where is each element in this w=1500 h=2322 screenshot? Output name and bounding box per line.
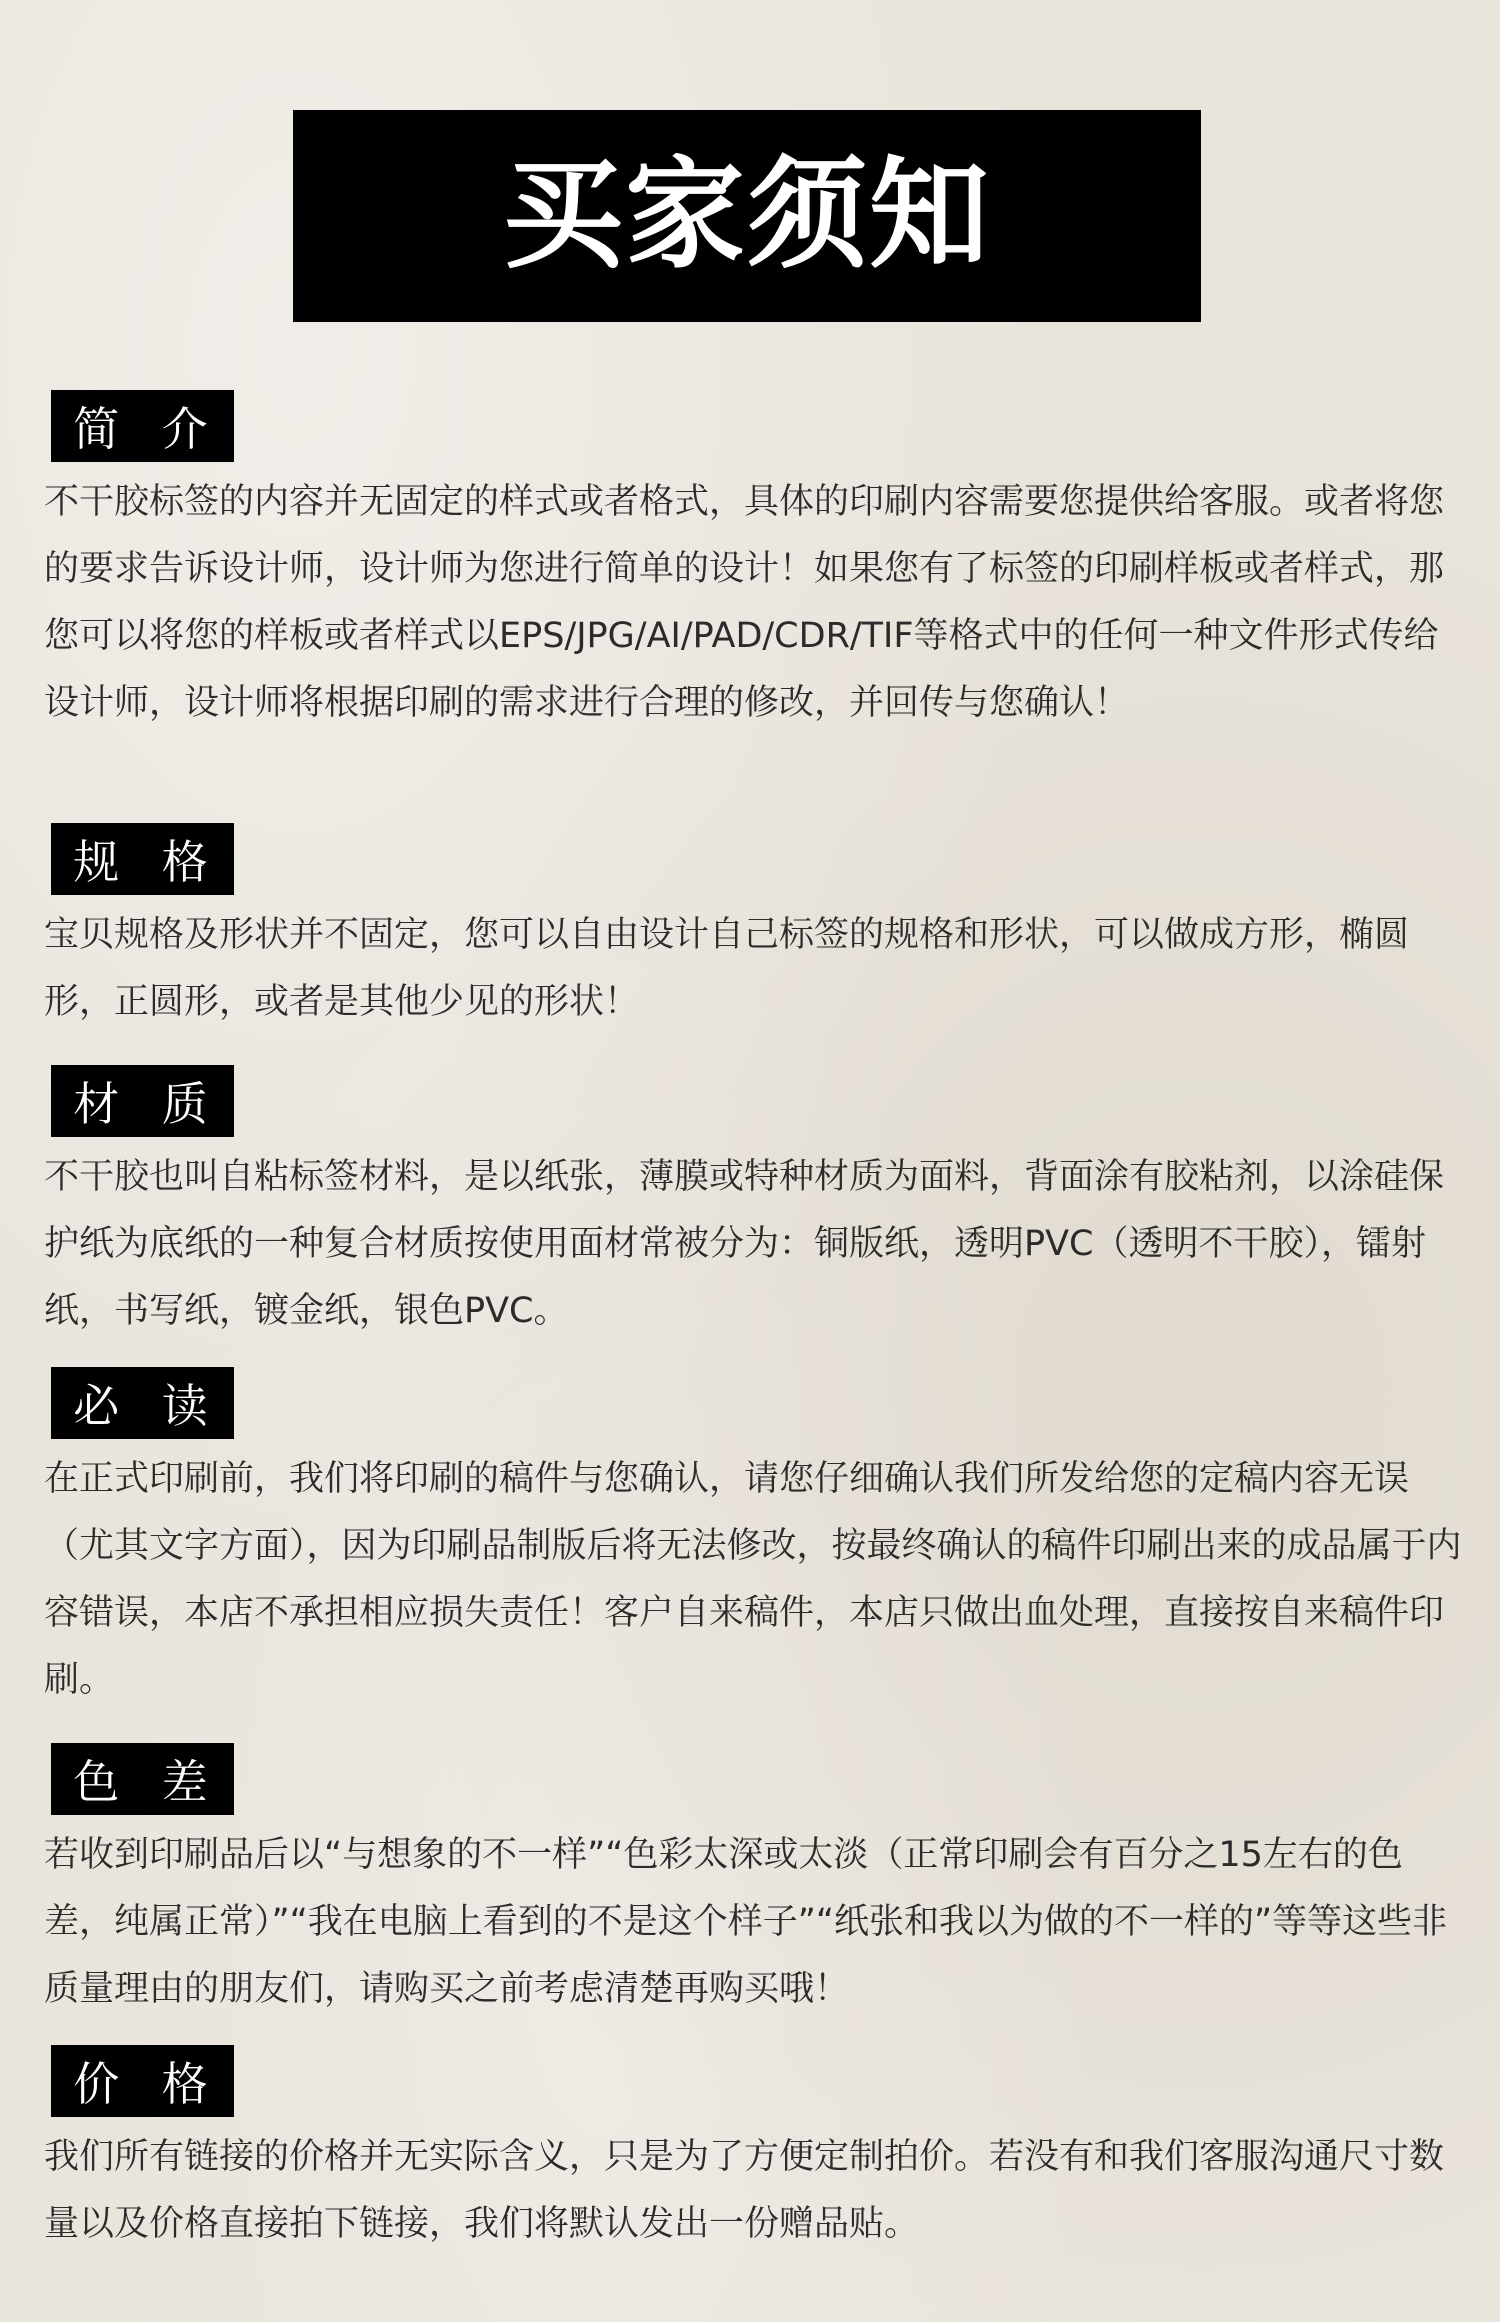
section-price — [0, 2045, 1500, 2260]
section-label-price: 价 格 — [51, 2045, 234, 2117]
page-title: 买家须知 — [503, 146, 991, 285]
section-intro — [0, 390, 1500, 790]
section-text-price: 我们所有链接的价格并无实际含义，只是为了方便定制拍价。若没有和我们客服沟通尺寸数量以及价格直接拍下链接，我们将默认发出一份赠品贴。 — [44, 2137, 1445, 2244]
title-banner — [293, 110, 1201, 322]
section-label-must-read: 必 读 — [51, 1367, 234, 1439]
section-specs — [0, 823, 1500, 1033]
section-label-material: 材 质 — [51, 1065, 234, 1137]
section-material — [0, 1065, 1500, 1345]
section-must-read — [0, 1367, 1500, 1712]
section-text-intro: 不干胶标签的内容并无固定的样式或者格式，具体的印刷内容需要您提供给客服。或者将您的要求告诉设计师，设计师为您进行简单的设计！如果您有了标签的印刷样板或者样式，那您可以将您的样板或者样式以EPS/JPG/AI/PAD/CDR/TIF等格式中的任何一种文件形式传给设计师，设计师将根据印刷的需求进行合理的修改，并回传与您确认！ — [44, 482, 1445, 723]
section-text-material: 不干胶也叫自粘标签材料，是以纸张，薄膜或特种材质为面料，背面涂有胶粘剂，以涂硅保护纸为底纸的一种复合材质按使用面材常被分为：铜版纸，透明PVC（透明不干胶），镭射纸，书写纸，镀金纸，银色PVC。 — [44, 1157, 1445, 1331]
section-text-must-read: 在正式印刷前，我们将印刷的稿件与您确认，请您仔细确认我们所发给您的定稿内容无误（尤其文字方面），因为印刷品制版后将无法修改，按最终确认的稿件印刷出来的成品属于内容错误，本店不承担相应损失责任！客户自来稿件，本店只做出血处理，直接按自来稿件印刷。 — [44, 1459, 1462, 1700]
section-text-color-difference: 若收到印刷品后以“与想象的不一样”“色彩太深或太淡（正常印刷会有百分之15左右的色差，纯属正常）”“我在电脑上看到的不是这个样子”“纸张和我以为做的不一样的”等等这些非质量理由的朋友们，请购买之前考虑清楚再购买哦！ — [44, 1835, 1448, 2009]
section-label-color-difference: 色 差 — [51, 1743, 234, 1815]
section-label-specs: 规 格 — [51, 823, 234, 895]
section-color-difference — [0, 1743, 1500, 2023]
section-text-specs: 宝贝规格及形状并不固定，您可以自由设计自己标签的规格和形状，可以做成方形，椭圆形，正圆形，或者是其他少见的形状！ — [44, 915, 1410, 1022]
section-label-intro: 简 介 — [51, 390, 234, 462]
